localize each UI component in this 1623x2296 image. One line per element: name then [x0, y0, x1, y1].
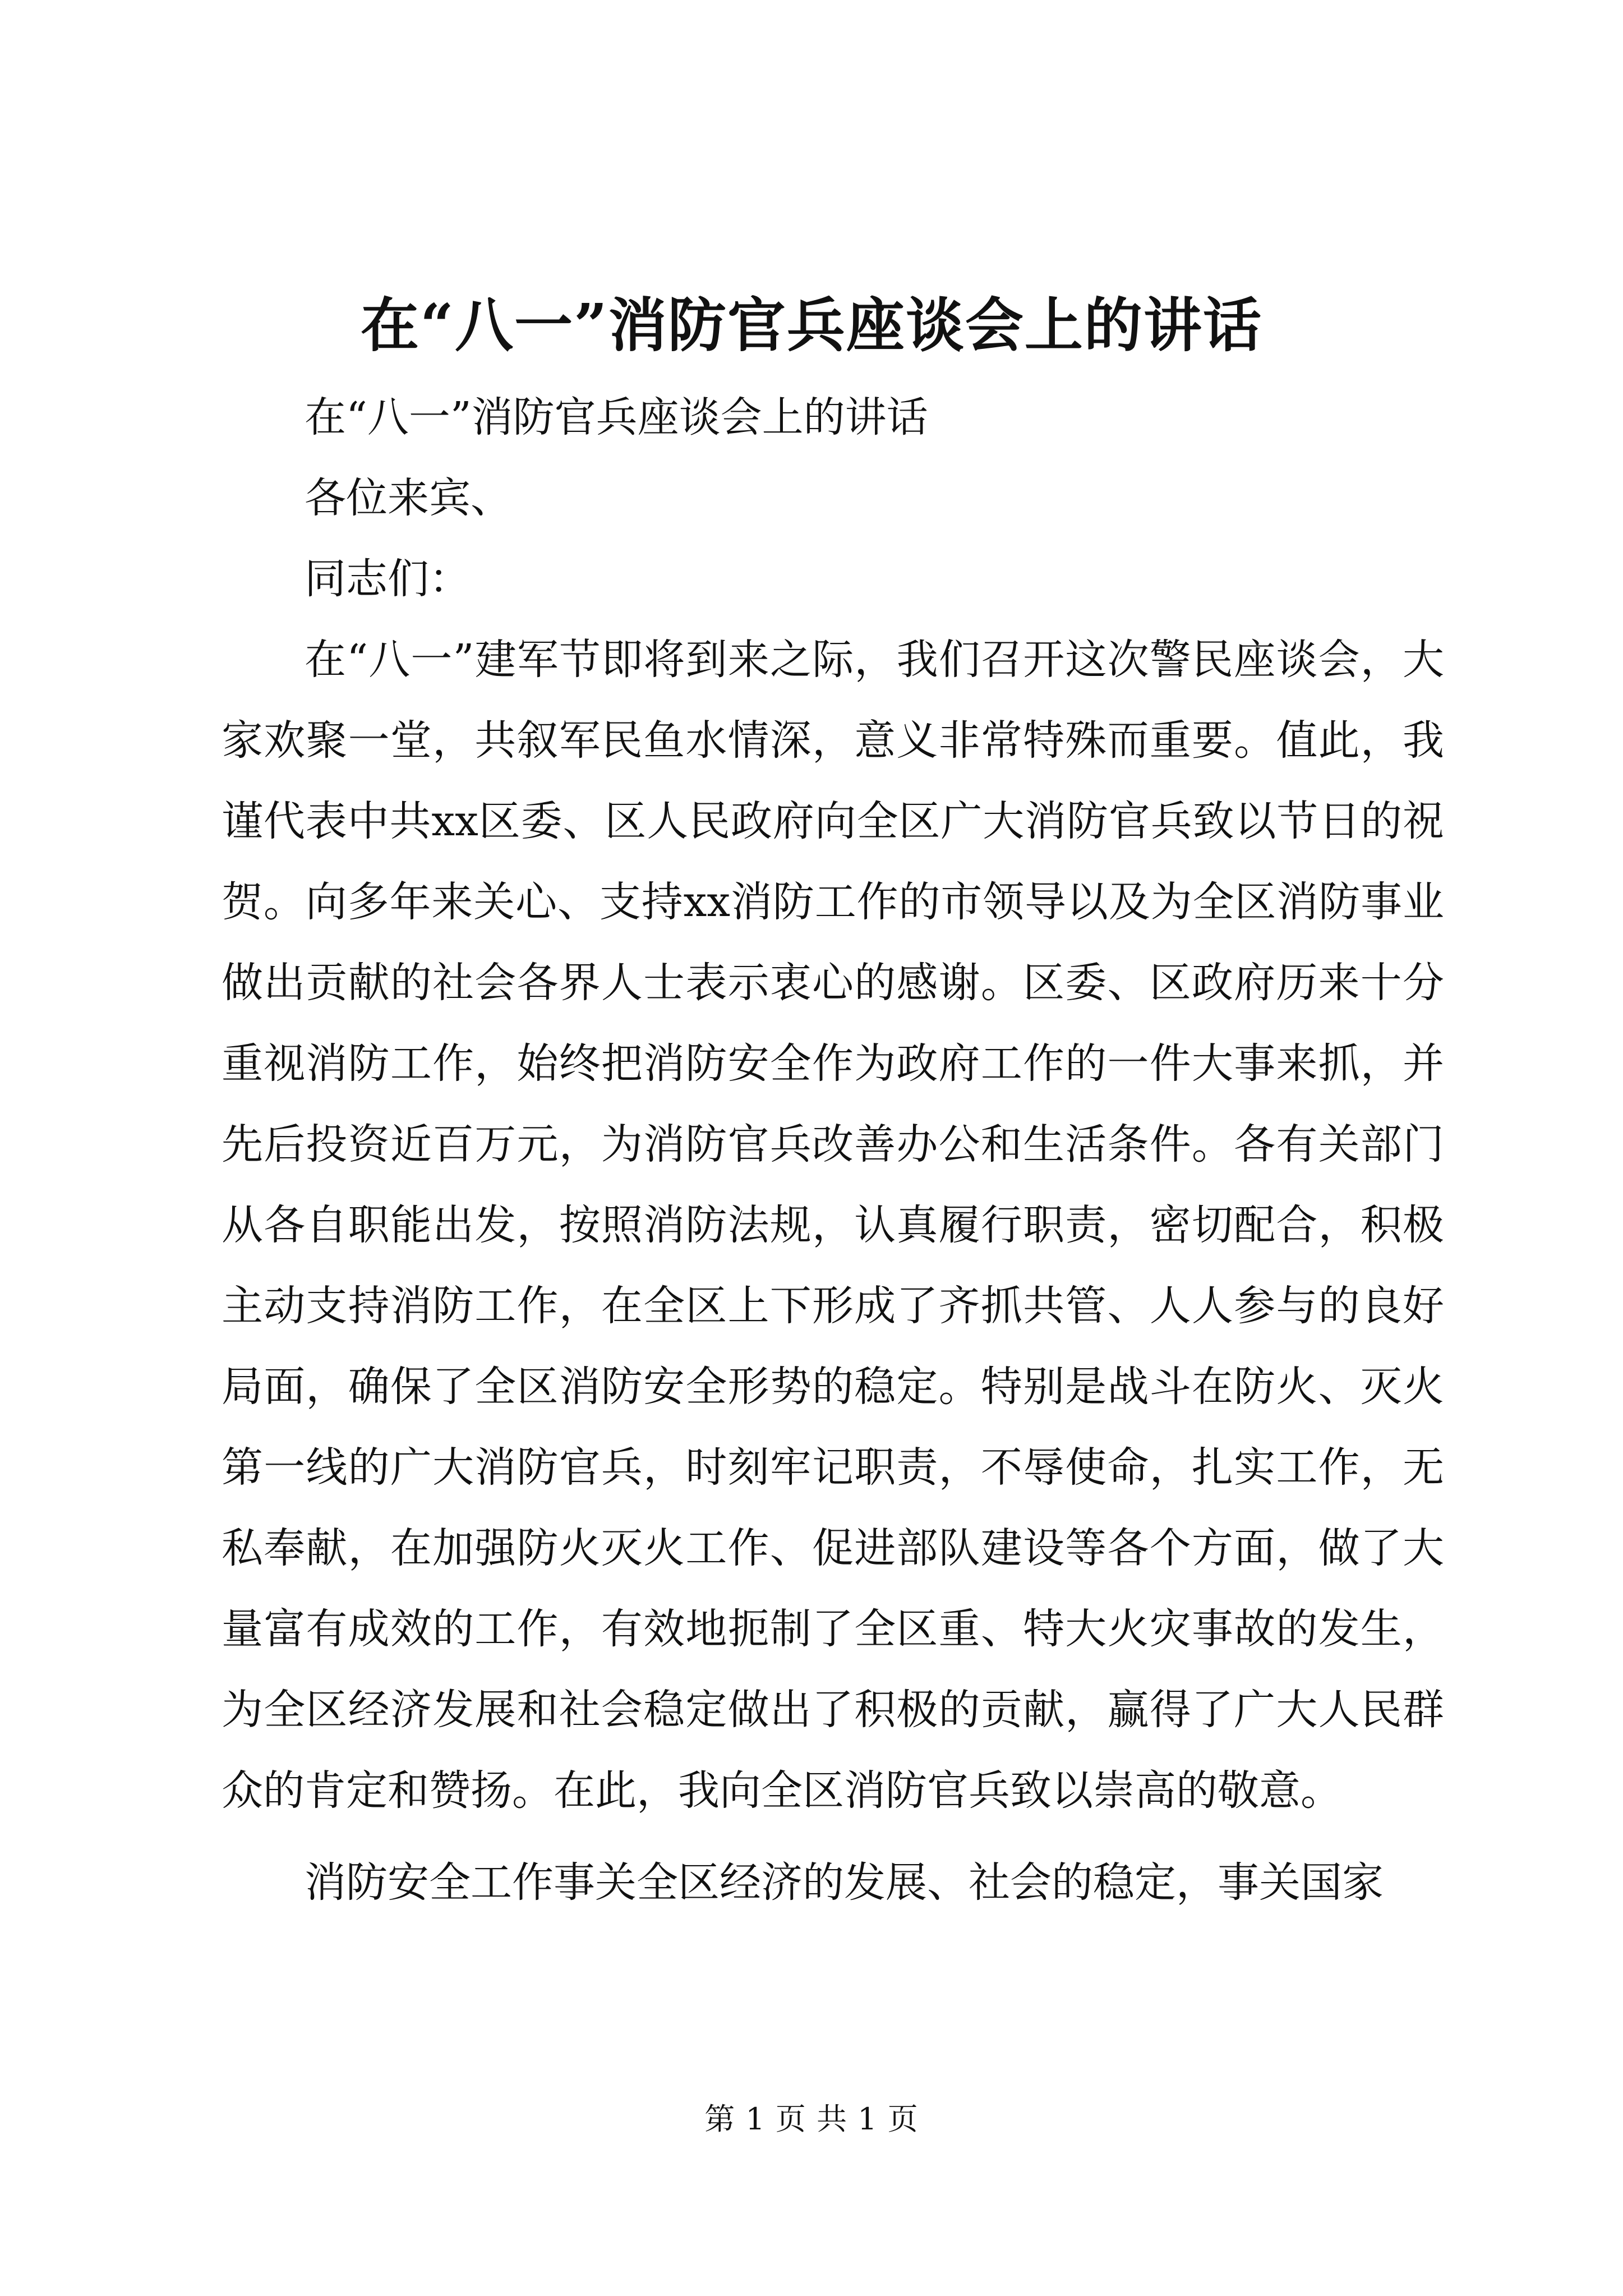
body-paragraph: 消防安全工作事关全区经济的发展、社会的稳定，事关国家 [305, 1858, 1384, 1907]
page-indicator: 第 1 页 共 1 页 [704, 2101, 919, 2137]
paragraph-spacer [222, 1831, 1444, 1842]
body-paragraph: 在“八一”建军节即将到来之际，我们召开这次警民座谈会，大家欢聚一堂，共叙军民鱼水情深，意义非常特殊而重要。值此，我谨代表中共xx区委、区人民政府向全区广大消防官兵致以节日的祝贺。向多年来关心、支持xx消防工作的市领导以及为全区消防事业做出贡献的社会各界人士表示衷心的感谢。区委、区政府历来十分重视消防工作，始终把消防安全作为政府工作的一件大事来抓，并先后投资近百万元，为消防官兵改善办公和生活条件。各有关部门从各自职能出发，按照消防法规，认真履行职责，密切配合，积极主动支持消防工作，在全区上下形成了齐抓共管、人人参与的良好局面，确保了全区消防安全形势的稳定。特别是战斗在防火、灭火第一线的广大消防官兵，时刻牢记职责，不辱使命，扎实工作，无私奉献，在加强防火灭火工作、促进部队建设等各个方面，做了大量富有成效的工作，有效地扼制了全区重、特大火灾事故的发生，为全区经济发展和社会稳定做出了积极的贡献，赢得了广大人民群众的肯定和赞扬。在此，我向全区消防官兵致以崇高的敬意。 [222, 636, 1444, 1815]
document-title: 在“八一”消防官兵座谈会上的讲话 [361, 291, 1262, 360]
document-body [222, 377, 1444, 1923]
document-subtitle: 在“八一”消防官兵座谈会上的讲话 [305, 393, 928, 441]
salutation-guests: 各位来宾、 [305, 474, 512, 522]
salutation-comrades: 同志们： [305, 555, 471, 603]
